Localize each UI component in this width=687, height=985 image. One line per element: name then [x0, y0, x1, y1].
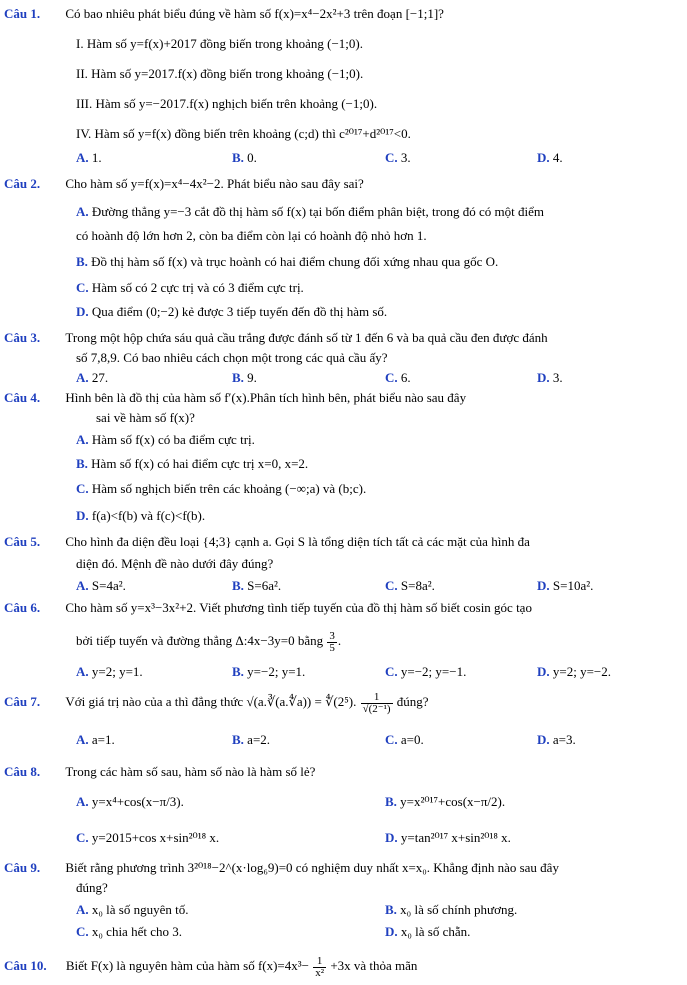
question-10: [4, 954, 417, 979]
option-text: 0.: [247, 150, 257, 165]
question-label: Câu 5.: [4, 534, 41, 549]
option-key: B.: [76, 456, 88, 471]
option-d[interactable]: [537, 150, 563, 166]
option-key: C.: [385, 732, 398, 747]
question-stem: Trong một hộp chứa sáu quả cầu trắng được đánh số từ 1 đến 6 và ba quả cầu đen được đánh: [65, 330, 548, 345]
option-b[interactable]: [232, 732, 270, 748]
option-text: y=2; y=1.: [91, 664, 143, 679]
option-b[interactable]: [76, 254, 498, 270]
option-text: a=0.: [400, 732, 424, 747]
option-c[interactable]: [385, 370, 411, 386]
option-key: B.: [232, 370, 244, 385]
option-key: D.: [76, 304, 89, 319]
question-9: [4, 860, 559, 876]
question-label: Câu 10.: [4, 958, 47, 973]
option-key: C.: [385, 578, 398, 593]
option-a[interactable]: [76, 578, 126, 594]
question-label: Câu 7.: [4, 694, 41, 709]
option-continuation: có hoành độ lớn hơn 2, còn ba điểm còn lại có hoành độ nhỏ hơn 1.: [76, 228, 427, 243]
question-stem-end: đúng?: [396, 694, 429, 709]
option-text: x₀ là số nguyên tố.: [91, 902, 189, 917]
option-key: D.: [537, 732, 550, 747]
option-key: D.: [385, 830, 398, 845]
option-text: Hàm số f(x) có ba điểm cực trị.: [91, 432, 255, 447]
question-stem: Có bao nhiêu phát biểu đúng về hàm số f(x)=x⁴−2x²+3 trên đoạn [−1;1]?: [65, 6, 444, 21]
fraction: [361, 692, 393, 715]
option-text: 9.: [247, 370, 257, 385]
question-stem: Biết rằng phương trình 3²⁰¹⁸−2^(x·log₆9)=0 có nghiệm duy nhất x=x₀. Khẳng định nào sau đây: [65, 860, 559, 875]
option-key: C.: [385, 664, 398, 679]
option-b[interactable]: [76, 456, 308, 472]
stem-text: bởi tiếp tuyến và đường thẳng Δ:4x−3y=0 bằng: [76, 633, 324, 648]
option-text: a=2.: [247, 732, 271, 747]
option-b[interactable]: [232, 150, 257, 166]
question-4: [4, 390, 466, 406]
option-a[interactable]: [76, 204, 544, 220]
option-text: 3.: [552, 370, 563, 385]
option-d[interactable]: [537, 370, 563, 386]
question-stem-cont: diện đó. Mệnh đề nào dưới đây đúng?: [76, 556, 274, 571]
question-stem: Hình bên là đồ thị của hàm số f′(x).Phân tích hình bên, phát biểu nào sau đây: [65, 390, 467, 405]
option-key: A.: [76, 902, 89, 917]
fraction-denominator: x²: [315, 966, 325, 979]
statement: III. Hàm số y=−2017.f(x) nghịch biến trên khoảng (−1;0).: [76, 96, 378, 111]
statement: IV. Hàm số y=f(x) đồng biến trên khoảng (c;d) thì c²⁰¹⁷+d²⁰¹⁷<0.: [76, 126, 411, 141]
option-key: D.: [537, 370, 550, 385]
option-b[interactable]: [385, 902, 517, 918]
statement: II. Hàm số y=2017.f(x) đồng biến trong khoảng (−1;0).: [76, 66, 364, 81]
option-text: y=2015+cos x+sin²⁰¹⁸ x.: [91, 830, 220, 845]
option-c[interactable]: [76, 924, 182, 940]
option-c[interactable]: [385, 732, 424, 748]
option-c[interactable]: [385, 150, 411, 166]
question-label: Câu 9.: [4, 860, 41, 875]
question-stem-cont: số 7,8,9. Có bao nhiêu cách chọn một trong các quả cầu ấy?: [76, 350, 388, 365]
option-d[interactable]: [385, 830, 511, 846]
question-stem: Cho hàm số y=x³−3x²+2. Viết phương tình tiếp tuyến của đồ thị hàm số biết cosin góc tạo: [65, 600, 532, 615]
option-key: B.: [232, 150, 244, 165]
fraction: [327, 631, 337, 654]
option-key: A.: [76, 664, 89, 679]
option-key: B.: [385, 902, 397, 917]
option-key: A.: [76, 150, 89, 165]
option-key: A.: [76, 432, 89, 447]
fraction-denominator: 5: [329, 641, 335, 654]
fraction-numerator: 1: [313, 956, 326, 968]
option-text: S=8a².: [400, 578, 435, 593]
option-key: D.: [537, 664, 550, 679]
option-text: x₀ chia hết cho 3.: [91, 924, 182, 939]
fraction-denominator: √(2⁻¹): [362, 702, 391, 715]
option-text: y=−2; y=1.: [247, 664, 306, 679]
option-text: y=−2; y=−1.: [400, 664, 467, 679]
option-key: A.: [76, 732, 89, 747]
option-text: x₀ là số chẵn.: [400, 924, 471, 939]
option-key: D.: [76, 508, 89, 523]
option-text: a=3.: [552, 732, 576, 747]
option-key: D.: [385, 924, 398, 939]
question-label: Câu 2.: [4, 176, 41, 191]
fraction-numerator: 1: [361, 692, 393, 704]
option-text: Hàm số nghịch biến trên các khoảng (−∞;a) và (b;c).: [91, 481, 367, 496]
question-2: [4, 176, 364, 192]
question-stem-cont: đúng?: [76, 880, 108, 895]
option-text: Đồ thị hàm số f(x) và trục hoành có hai điểm chung đối xứng nhau qua gốc O.: [91, 254, 499, 269]
option-text: 27.: [91, 370, 109, 385]
option-text: S=4a².: [91, 578, 126, 593]
option-a[interactable]: [76, 370, 108, 386]
option-d[interactable]: [76, 508, 205, 524]
option-c[interactable]: [76, 280, 304, 296]
option-c[interactable]: [76, 830, 219, 846]
option-d[interactable]: [385, 924, 470, 940]
option-d[interactable]: [537, 732, 576, 748]
option-b[interactable]: [232, 578, 281, 594]
question-3: [4, 330, 548, 346]
option-text: x₀ là số chính phương.: [400, 902, 518, 917]
option-key: C.: [76, 830, 89, 845]
option-text: 6.: [400, 370, 411, 385]
option-b[interactable]: [385, 794, 505, 810]
question-stem-cont: sai về hàm số f(x)?: [96, 410, 195, 425]
question-6: [4, 600, 532, 616]
option-text: a=1.: [91, 732, 115, 747]
option-text: S=6a².: [247, 578, 282, 593]
option-c[interactable]: [76, 481, 366, 497]
option-d[interactable]: [76, 304, 387, 320]
option-key: B.: [232, 664, 244, 679]
question-5: [4, 534, 530, 550]
option-key: B.: [232, 578, 244, 593]
option-text: Hàm số có 2 cực trị và có 3 điểm cực trị.: [91, 280, 304, 295]
option-c[interactable]: [385, 664, 466, 680]
option-d[interactable]: [537, 664, 611, 680]
option-a[interactable]: [76, 732, 115, 748]
option-b[interactable]: [232, 664, 305, 680]
option-key: A.: [76, 794, 89, 809]
question-7: [4, 690, 429, 715]
fraction-numerator: 3: [329, 629, 335, 642]
option-key: C.: [76, 280, 89, 295]
question-stem: Cho hình đa diện đều loại {4;3} cạnh a. Gọi S là tổng diện tích tất cả các mặt của hình đa: [65, 534, 530, 549]
question-label: Câu 3.: [4, 330, 41, 345]
question-stem: Với giá trị nào của a thì đẳng thức: [65, 694, 244, 709]
option-a[interactable]: [76, 664, 143, 680]
option-text: y=2; y=−2.: [552, 664, 611, 679]
option-text: y=x²⁰¹⁷+cos(x−π/2).: [400, 794, 506, 809]
statement: I. Hàm số y=f(x)+2017 đồng biến trong khoảng (−1;0).: [76, 36, 364, 51]
option-key: B.: [232, 732, 244, 747]
option-text: f(a)<f(b) và f(c)<f(b).: [91, 508, 206, 523]
option-a[interactable]: [76, 150, 102, 166]
question-label: Câu 8.: [4, 764, 41, 779]
option-key: A.: [76, 204, 89, 219]
question-8: [4, 764, 315, 780]
option-text: Qua điểm (0;−2) kẻ được 3 tiếp tuyến đến đồ thị hàm số.: [91, 304, 388, 319]
option-text: 3.: [400, 150, 411, 165]
option-text: 1.: [91, 150, 102, 165]
option-a[interactable]: [76, 432, 255, 448]
question-stem-cont: bởi tiếp tuyến và đường thẳng Δ:4x−3y=0 bằng $\frac{3}{5}$ .: [76, 629, 342, 654]
option-key: A.: [76, 578, 89, 593]
option-key: C.: [385, 370, 398, 385]
option-text: Hàm số f(x) có hai điểm cực trị x=0, x=2.: [91, 456, 309, 471]
question-stem-end: +3x và thỏa mãn: [330, 958, 418, 973]
option-key: C.: [76, 481, 89, 496]
question-label: Câu 6.: [4, 600, 41, 615]
option-key: A.: [76, 370, 89, 385]
question-label: Câu 1.: [4, 6, 41, 21]
option-c[interactable]: [385, 578, 435, 594]
option-b[interactable]: [232, 370, 257, 386]
question-stem: Trong các hàm số sau, hàm số nào là hàm số lẻ?: [65, 764, 316, 779]
option-key: C.: [385, 150, 398, 165]
question-1: [4, 6, 444, 22]
option-text: S=10a².: [552, 578, 594, 593]
option-key: C.: [76, 924, 89, 939]
math-expression: √(a.∛(a.∜a)) = ∜(2⁵).: [246, 694, 357, 709]
question-stem: Cho hàm số y=f(x)=x⁴−4x²−2. Phát biểu nào sau đây sai?: [65, 176, 364, 191]
option-text: Đường thẳng y=−3 cắt đồ thị hàm số f(x) tại bốn điểm phân biệt, trong đó có một điểm: [91, 204, 544, 219]
question-stem: Biết F(x) là nguyên hàm của hàm số f(x)=4x³−: [65, 958, 309, 973]
option-key: B.: [385, 794, 397, 809]
question-label: Câu 4.: [4, 390, 41, 405]
option-text: y=tan²⁰¹⁷ x+sin²⁰¹⁸ x.: [400, 830, 511, 845]
option-a[interactable]: [76, 794, 184, 810]
option-text: y=x⁴+cos(x−π/3).: [91, 794, 184, 809]
option-key: D.: [537, 578, 550, 593]
option-key: B.: [76, 254, 88, 269]
option-d[interactable]: [537, 578, 593, 594]
option-a[interactable]: [76, 902, 189, 918]
option-text: 4.: [552, 150, 563, 165]
option-key: D.: [537, 150, 550, 165]
fraction: [313, 956, 326, 979]
